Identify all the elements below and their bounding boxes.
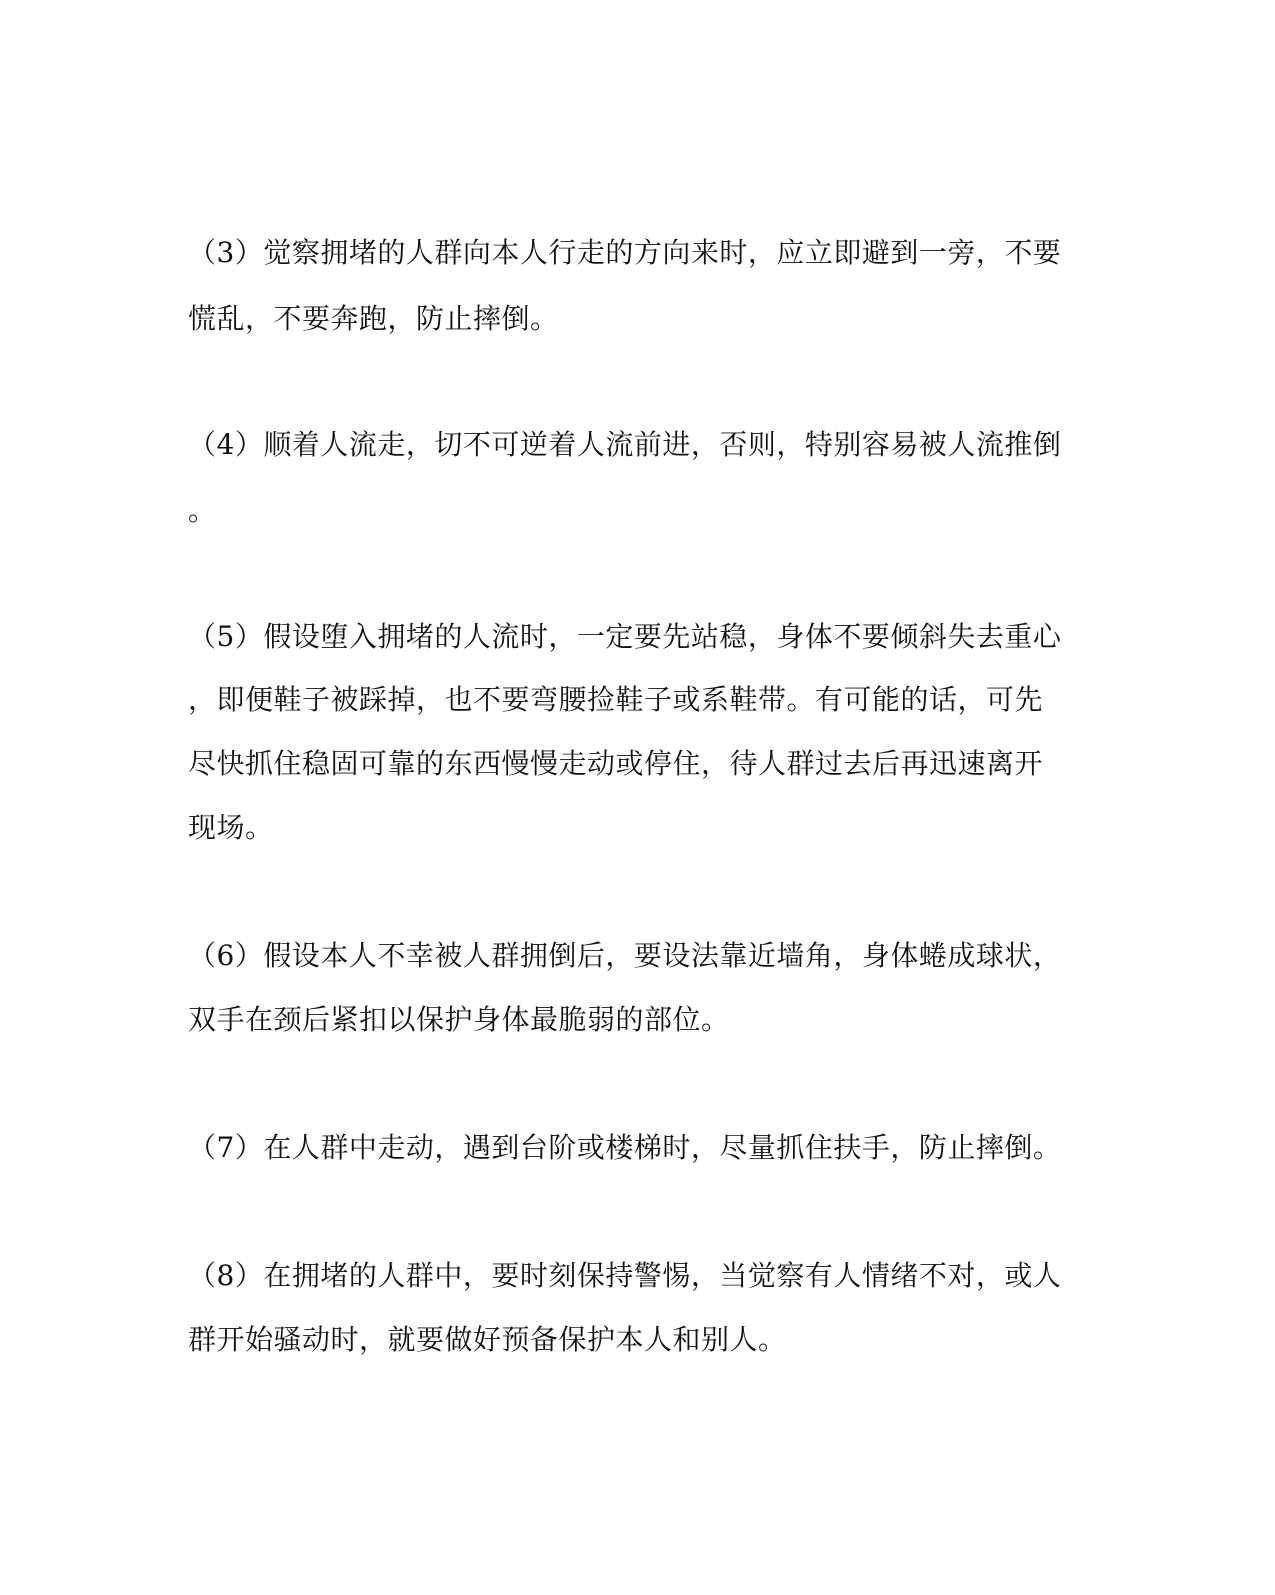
text-line: ，即便鞋子被踩掉，也不要弯腰捡鞋子或系鞋带。有可能的话，可先: [188, 683, 1044, 716]
text-line: 群开始骚动时，就要做好预备保护本人和别人。: [188, 1323, 787, 1356]
text-line: （5）假设堕入拥堵的人流时，一定要先站稳，身体不要倾斜失去重心: [188, 620, 1062, 653]
text-line: 尽快抓住稳固可靠的东西慢慢走动或停住，待人群过去后再迅速离开: [188, 747, 1044, 780]
text-line: 。: [188, 494, 217, 527]
text-line: （8）在拥堵的人群中，要时刻保持警惕，当觉察有人情绪不对，或人: [188, 1259, 1062, 1292]
text-line: （6）假设本人不幸被人群拥倒后，要设法靠近墙角，身体蜷成球状，: [188, 939, 1062, 972]
text-line: （4）顺着人流走，切不可逆着人流前进，否则，特别容易被人流推倒: [188, 428, 1062, 461]
text-line: 双手在颈后紧扣以保护身体最脆弱的部位。: [188, 1003, 730, 1036]
text-line: （3）觉察拥堵的人群向本人行走的方向来时，应立即避到一旁，不要: [188, 236, 1062, 269]
text-line: （7）在人群中走动，遇到台阶或楼梯时，尽量抓住扶手，防止摔倒。: [188, 1131, 1062, 1164]
text-line: 慌乱，不要奔跑，防止摔倒。: [188, 302, 559, 335]
text-line: 现场。: [188, 811, 274, 844]
